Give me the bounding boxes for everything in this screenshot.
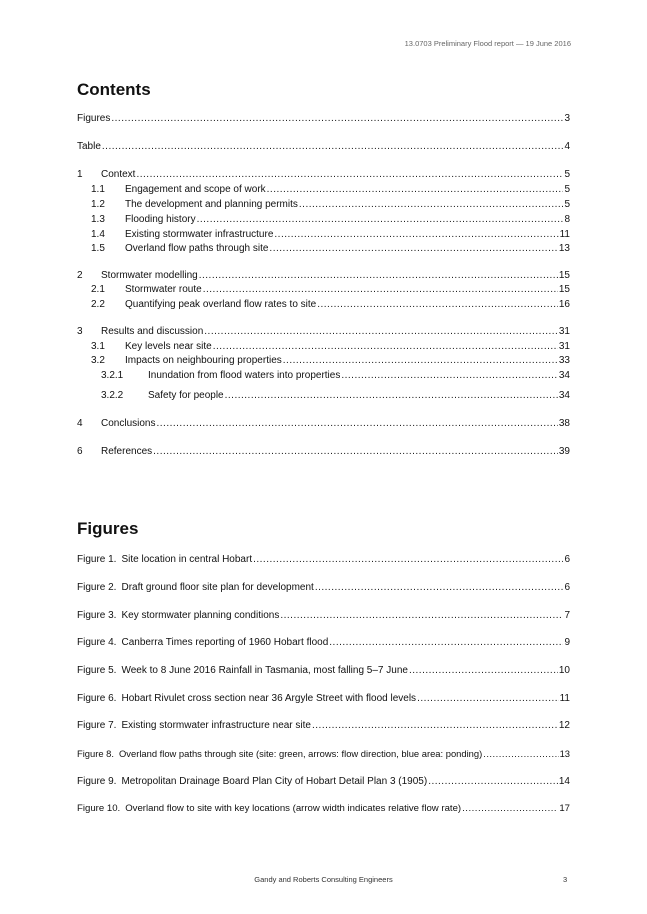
figure-leader: [428, 775, 558, 788]
toc-number: 3.2: [91, 355, 105, 366]
toc-leader: [299, 198, 564, 211]
figure-leader: [253, 553, 563, 566]
figure-page: 6: [564, 582, 570, 593]
toc-leader: [156, 417, 557, 430]
toc-title: Quantifying peak overland flow rates to site: [125, 299, 317, 310]
toc-entry[interactable]: [77, 183, 570, 196]
figure-leader: [409, 664, 558, 677]
toc-leader: [111, 112, 563, 125]
toc-leader: [269, 242, 557, 255]
toc-leader: [341, 369, 558, 382]
figure-label: Figure 3.: [77, 610, 117, 621]
toc-entry[interactable]: [77, 283, 570, 296]
figure-leader: [483, 747, 558, 760]
figure-leader: [312, 719, 558, 732]
figure-entry[interactable]: [77, 747, 570, 760]
toc-entry[interactable]: [77, 168, 570, 181]
toc-page: 5: [564, 184, 570, 195]
figure-page: 10: [558, 665, 570, 676]
figure-leader: [280, 609, 563, 622]
toc-title: Impacts on neighbouring properties: [125, 355, 282, 366]
figure-entry[interactable]: [77, 692, 570, 705]
figure-label: Figure 5.: [77, 665, 117, 676]
toc-entry[interactable]: [77, 213, 570, 226]
toc-title: Overland flow paths through site: [125, 243, 269, 254]
toc-page: 11: [559, 229, 570, 240]
toc-page: 15: [558, 284, 570, 295]
figure-label: Figure 7.: [77, 720, 117, 731]
toc-number: 1.5: [91, 243, 105, 254]
toc-title: Conclusions: [101, 418, 156, 429]
toc-leader: [102, 140, 564, 153]
figure-title: Existing stormwater infrastructure near site: [121, 720, 311, 731]
toc-title: The development and planning permits: [125, 199, 298, 210]
figure-label: Figure 1.: [77, 554, 117, 565]
figure-page: 6: [564, 554, 570, 565]
figure-page: 13: [559, 748, 570, 759]
toc-number: 2: [77, 270, 83, 281]
toc-entry[interactable]: [77, 242, 570, 255]
page-number: 3: [563, 875, 568, 884]
toc-number: 1.4: [91, 229, 105, 240]
toc-entry[interactable]: [77, 112, 570, 125]
page-header: 13.0703 Preliminary Flood report — 19 June 2016: [404, 39, 571, 48]
toc-page: 39: [558, 446, 570, 457]
toc-number: 3.2.1: [101, 370, 124, 381]
figure-page: 9: [564, 637, 570, 648]
toc-page: 38: [558, 418, 570, 429]
toc-page: 5: [564, 199, 570, 210]
figure-entry[interactable]: [77, 775, 570, 788]
figure-entry[interactable]: [77, 553, 570, 566]
toc-title: Engagement and scope of work: [125, 184, 266, 195]
figure-title: Metropolitan Drainage Board Plan City of Hobart Detail Plan 3 (1905): [121, 776, 428, 787]
toc-title: References: [101, 446, 153, 457]
figure-entry[interactable]: [77, 636, 570, 649]
toc-leader: [153, 445, 558, 458]
toc-title: Stormwater route: [125, 284, 202, 295]
figure-entry[interactable]: [77, 719, 570, 732]
toc-page: 16: [558, 299, 570, 310]
toc-number: 2.2: [91, 299, 105, 310]
figure-entry[interactable]: [77, 581, 570, 594]
toc-title: Results and discussion: [101, 326, 204, 337]
toc-title: Safety for people: [148, 390, 224, 401]
toc-number: 6: [77, 446, 83, 457]
toc-leader: [136, 168, 563, 181]
figure-title: Overland flow to site with key locations (arrow width indicates relative flow rate): [125, 803, 462, 814]
toc-leader: [213, 340, 558, 353]
figure-label: Figure 8.: [77, 748, 114, 759]
toc-title: Figures: [77, 113, 111, 124]
toc-entry[interactable]: [77, 269, 570, 282]
figure-title: Canberra Times reporting of 1960 Hobart flood: [121, 637, 329, 648]
toc-number: 1.2: [91, 199, 105, 210]
figure-label: Figure 9.: [77, 776, 117, 787]
figure-label: Figure 2.: [77, 582, 117, 593]
toc-title: Key levels near site: [125, 341, 212, 352]
figure-leader: [417, 692, 559, 705]
toc-page: 33: [558, 355, 570, 366]
toc-entry[interactable]: [77, 198, 570, 211]
figure-entry[interactable]: [77, 802, 570, 815]
figure-label: Figure 6.: [77, 693, 117, 704]
figures-heading: Figures: [77, 519, 139, 538]
toc-page: 31: [558, 341, 570, 352]
toc-entry[interactable]: [77, 298, 570, 311]
toc-entry[interactable]: [77, 389, 570, 402]
figure-page: 11: [559, 693, 570, 704]
toc-title: Table: [77, 141, 101, 152]
figure-title: Hobart Rivulet cross section near 36 Argyle Street with flood levels: [121, 693, 417, 704]
toc-leader: [317, 298, 558, 311]
toc-number: 1: [77, 169, 83, 180]
toc-number: 2.1: [91, 284, 105, 295]
toc-number: 3: [77, 326, 83, 337]
toc-page: 5: [564, 169, 570, 180]
figure-title: Key stormwater planning conditions: [121, 610, 280, 621]
toc-title: Flooding history: [125, 214, 196, 225]
toc-entry[interactable]: [77, 369, 570, 382]
figure-page: 17: [559, 803, 570, 814]
toc-entry[interactable]: [77, 354, 570, 367]
toc-leader: [204, 325, 558, 338]
figure-page: 14: [558, 776, 570, 787]
toc-leader: [274, 228, 558, 241]
toc-leader: [197, 213, 564, 226]
toc-title: Context: [101, 169, 136, 180]
toc-title: Inundation from flood waters into properties: [148, 370, 341, 381]
figure-leader: [329, 636, 563, 649]
page-footer: Gandy and Roberts Consulting Engineers: [254, 875, 393, 884]
toc-page: 31: [558, 326, 570, 337]
toc-page: 15: [558, 270, 570, 281]
toc-page: 34: [558, 370, 570, 381]
figure-label: Figure 4.: [77, 637, 117, 648]
figure-entry[interactable]: [77, 664, 570, 677]
toc-leader: [199, 269, 558, 282]
figure-title: Overland flow paths through site (site: green, arrows: flow direction, blue area: ponding): [119, 748, 483, 759]
figure-title: Draft ground floor site plan for development: [121, 582, 314, 593]
toc-number: 1.1: [91, 184, 105, 195]
toc-entry[interactable]: [77, 140, 570, 153]
figure-leader: [315, 581, 564, 594]
figure-label: Figure 10.: [77, 803, 121, 814]
toc-number: 3.1: [91, 341, 105, 352]
toc-title: Existing stormwater infrastructure: [125, 229, 274, 240]
toc-page: 34: [558, 390, 570, 401]
toc-entry[interactable]: [77, 340, 570, 353]
figure-title: Site location in central Hobart: [121, 554, 253, 565]
toc-page: 4: [564, 141, 570, 152]
toc-leader: [225, 389, 558, 402]
toc-number: 3.2.2: [101, 390, 124, 401]
toc-page: 3: [564, 113, 570, 124]
figure-page: 7: [564, 610, 570, 621]
toc-page: 13: [558, 243, 570, 254]
figure-entry[interactable]: [77, 609, 570, 622]
figure-page: 12: [558, 720, 570, 731]
toc-entry[interactable]: [77, 417, 570, 430]
toc-leader: [203, 283, 558, 296]
contents-heading: Contents: [77, 80, 151, 99]
toc-leader: [267, 183, 564, 196]
toc-number: 1.3: [91, 214, 105, 225]
figure-leader: [462, 802, 558, 815]
toc-page: 8: [564, 214, 570, 225]
toc-title: Stormwater modelling: [101, 270, 198, 281]
figure-title: Week to 8 June 2016 Rainfall in Tasmania, most falling 5–7 June: [121, 665, 408, 676]
toc-leader: [283, 354, 558, 367]
toc-entry[interactable]: [77, 228, 570, 241]
toc-number: 4: [77, 418, 83, 429]
toc-entry[interactable]: [77, 325, 570, 338]
toc-entry[interactable]: [77, 445, 570, 458]
